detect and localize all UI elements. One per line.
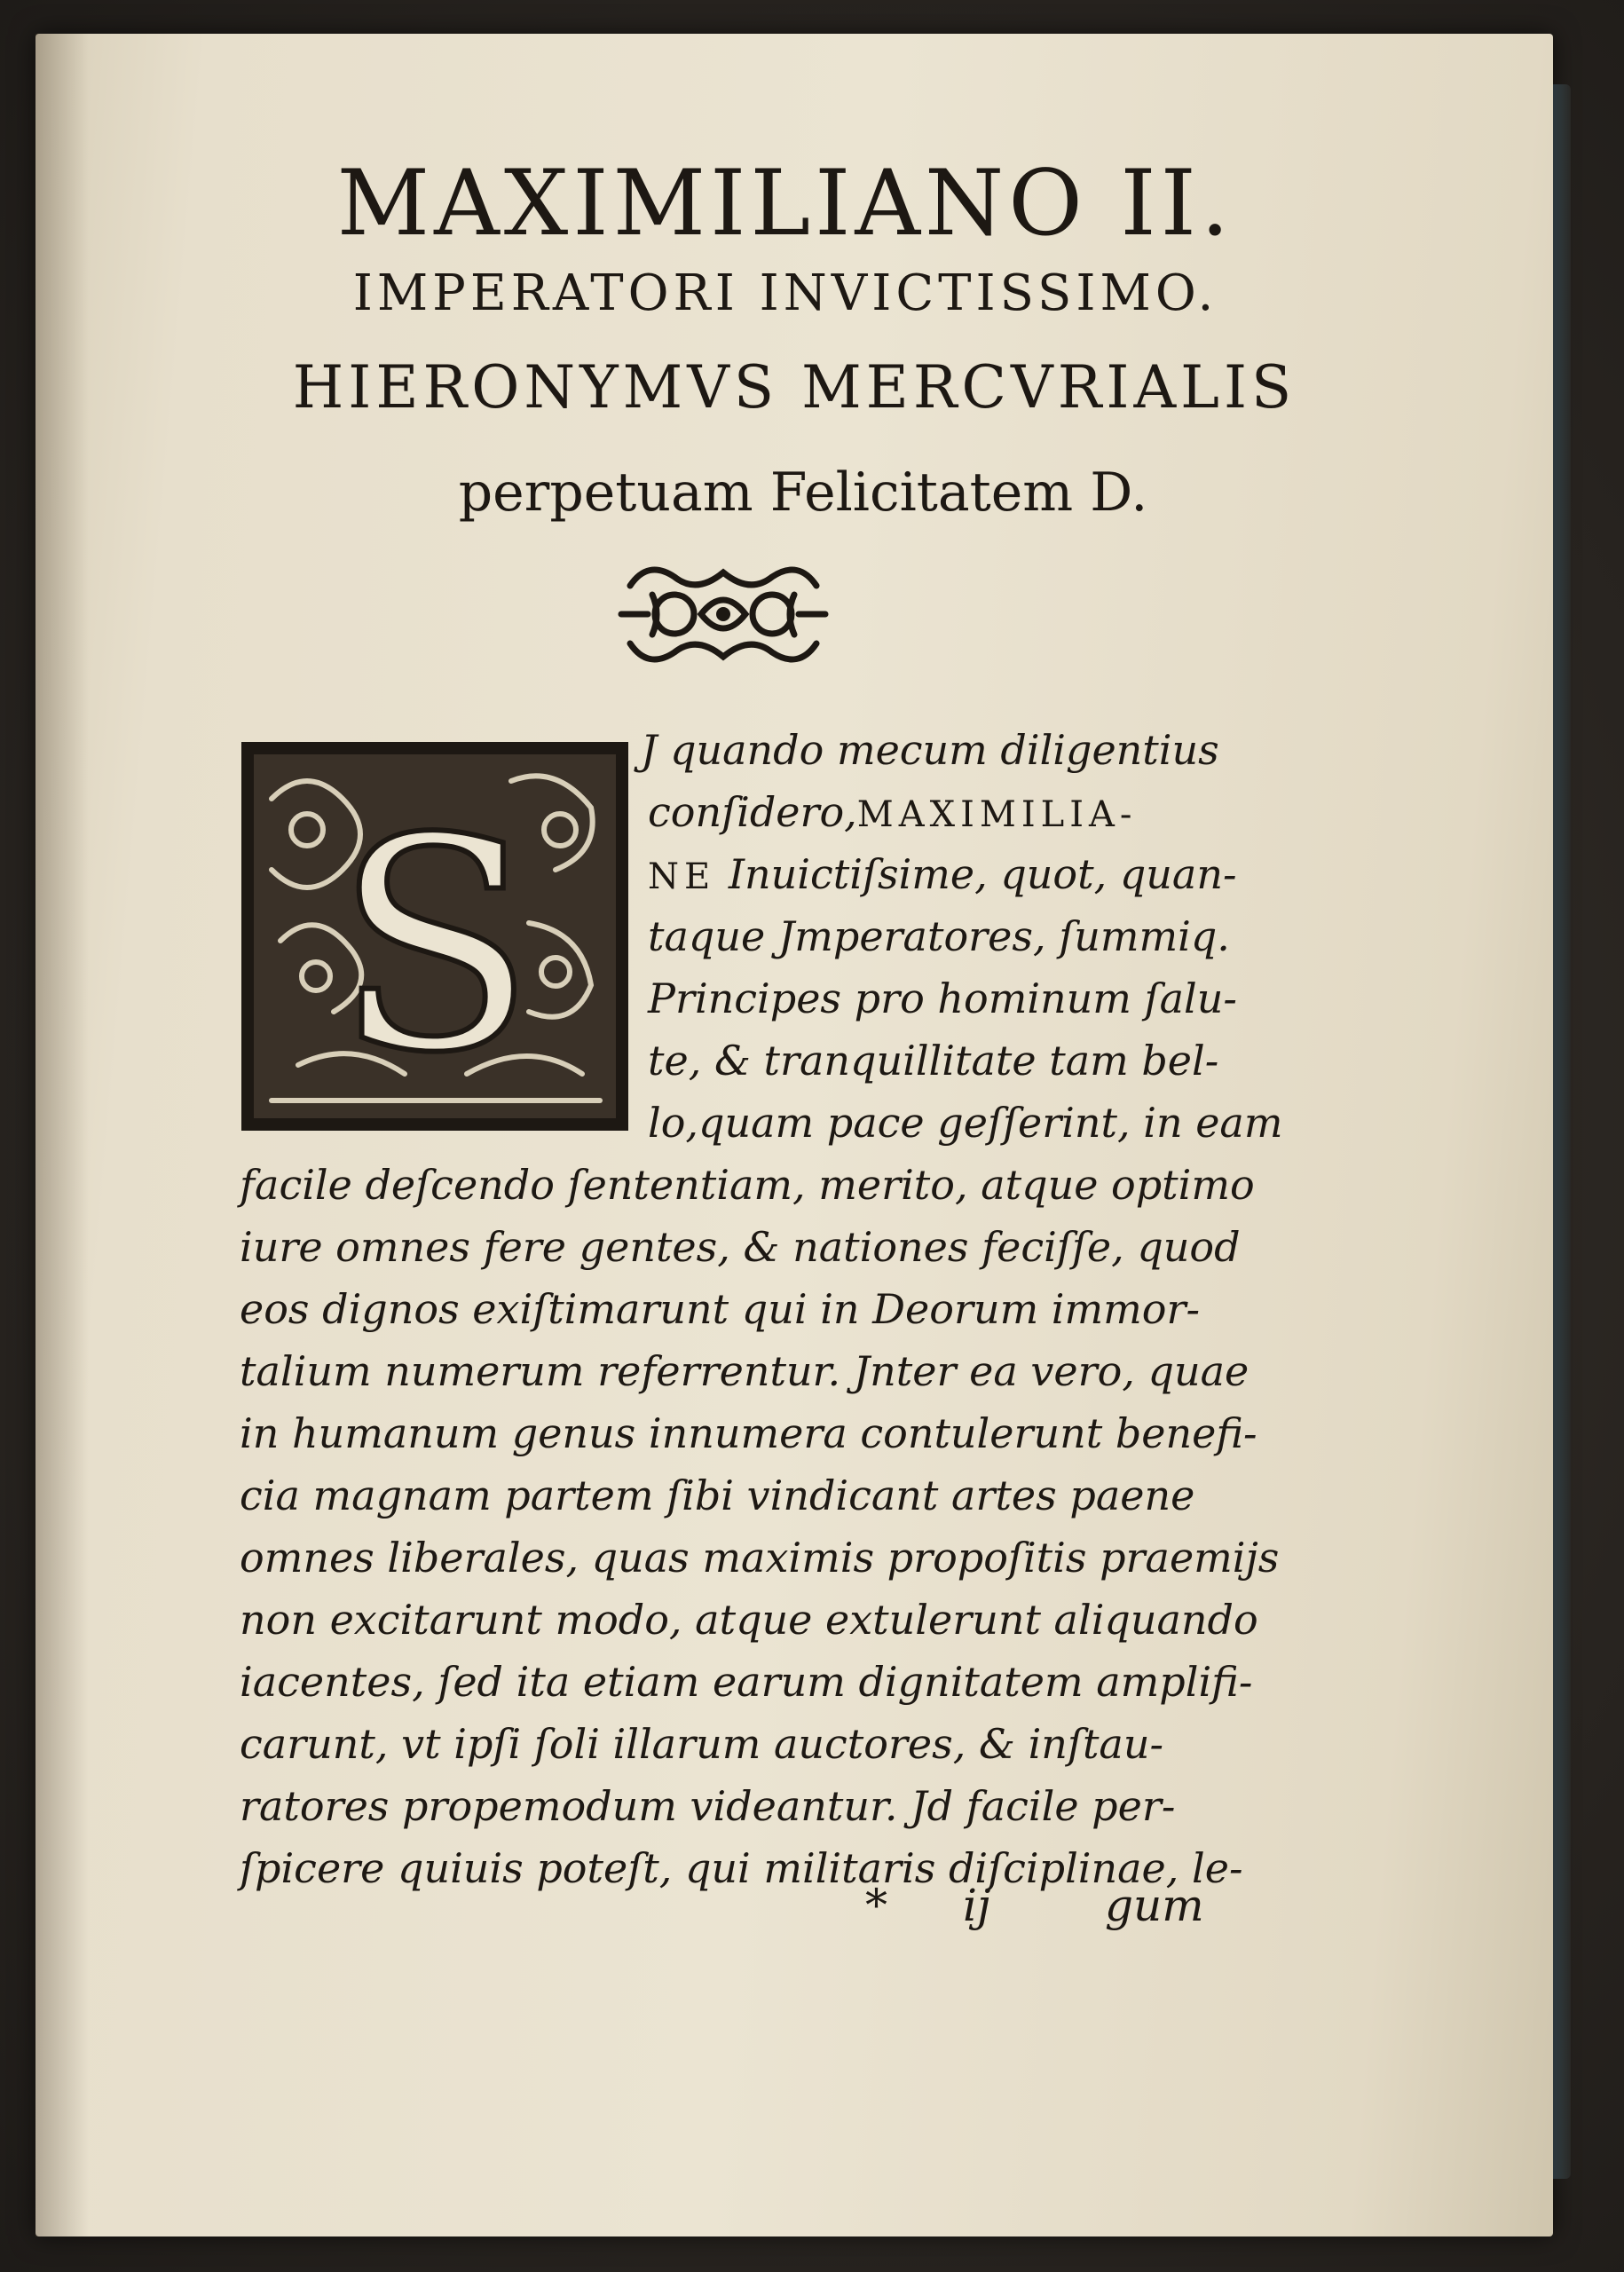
body-line-7: lo,quam pace geſſerint, in eam [648, 1099, 1283, 1147]
body-line-3-text: Inuictiſsime, quot, quan- [728, 850, 1237, 898]
body-line-12: in humanum genus innumera contulerunt benefi- [240, 1409, 1257, 1457]
body-line-6: te, & tranquillitate tam bel- [648, 1037, 1219, 1085]
body-line-16: iacentes, ſed ita etiam earum dignitatem amplifi- [240, 1658, 1253, 1706]
body-line-15: non excitarunt modo, atque extulerunt aliquando [240, 1596, 1258, 1644]
heading-line-1: MAXIMILIANO II. [336, 151, 1234, 256]
dropcap-letter: S [334, 776, 536, 1116]
smallcaps-maximiliane-1: MAXIMILIA- [856, 794, 1138, 835]
body-line-9: iure omnes fere gentes, & nationes feciſſe, quod [240, 1223, 1241, 1271]
body-line-10: eos dignos exiſtimarunt qui in Deorum immor- [240, 1285, 1200, 1333]
body-line-18: ratores propemodum videantur. Jd facile per- [240, 1782, 1176, 1830]
body-line-19: ſpicere quiuis poteſt, qui militaris diſciplinae, le- [240, 1844, 1243, 1892]
body-line-1: J quando mecum diligentius [641, 726, 1219, 774]
body-line-2 [648, 788, 1137, 836]
heading-line-3: HIERONYMVS MERCVRIALIS [292, 353, 1297, 422]
body-line-17: carunt, vt ipſi ſoli illarum auctores, & inſtau- [240, 1720, 1164, 1768]
smallcaps-maximiliane-2: NE [648, 856, 716, 897]
signature-mark: ij [963, 1880, 991, 1931]
body-line-4: taque Jmperatores, ſummiq. [648, 912, 1230, 960]
body-line-5: Principes pro hominum ſalu- [648, 974, 1237, 1022]
body-line-14: omnes liberales, quas maximis propoſitis praemijs [240, 1534, 1280, 1582]
body-line-3 [648, 850, 1237, 898]
body-line-8: facile deſcendo ſententiam, merito, atque optimo [240, 1161, 1255, 1209]
heading-line-2: IMPERATORI INVICTISSIMO. [352, 264, 1218, 322]
heading-line-4: perpetuam Felicitatem D. [458, 462, 1148, 524]
decorated-initial-s [241, 742, 628, 1131]
catchword: gum [1105, 1880, 1204, 1931]
signature-star: * [865, 1880, 887, 1931]
body-line-13: cia magnam partem ſibi vindicant artes paene [240, 1471, 1195, 1519]
body-line-11: talium numerum referrentur. Jnter ea vero, quae [240, 1347, 1250, 1395]
body-line-2-text: conſidero, [648, 788, 857, 836]
floral-fleuron-icon [612, 550, 834, 679]
